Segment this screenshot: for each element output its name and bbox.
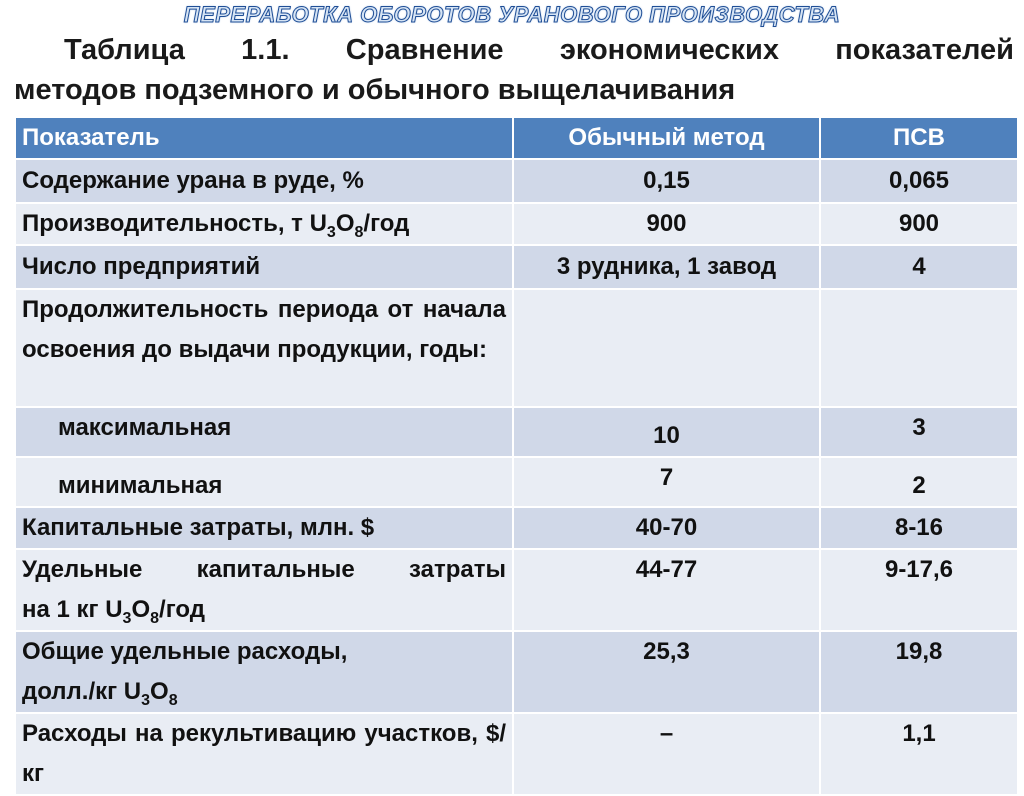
row-label: максимальная <box>15 407 513 457</box>
table-row <box>15 507 1018 549</box>
caption-line-1: Таблица 1.1. Сравнение экономических показателей <box>64 34 1014 66</box>
table-row <box>15 203 1018 245</box>
cell-psv: 4 <box>820 245 1018 289</box>
cell-psv: 0,065 <box>820 159 1018 203</box>
cell-conventional: 0,15 <box>513 159 820 203</box>
presentation-banner: ПЕРЕРАБОТКА ОБОРОТОВ УРАНОВОГО ПРОИЗВОДСТВА <box>183 2 841 27</box>
cell-psv: 900 <box>820 203 1018 245</box>
cell-psv: 19,8 <box>820 631 1018 713</box>
cell-conventional: 900 <box>513 203 820 245</box>
cell-psv: 8-16 <box>820 507 1018 549</box>
comparison-table <box>14 116 1019 796</box>
cell-psv: 3 <box>820 407 1018 457</box>
header-indicator: Показатель <box>15 117 513 159</box>
table-row <box>15 549 1018 631</box>
row-label: минимальная <box>15 457 513 507</box>
cell-psv: 9-17,6 <box>820 549 1018 631</box>
table-row <box>15 245 1018 289</box>
row-label: Расходы на рекультивацию участков, $/кг <box>15 713 513 795</box>
row-label: Удельные капитальные затраты на 1 кг $U_3O_8$/год <box>15 549 513 631</box>
caption-line-2: методов подземного и обычного выщелачивания <box>14 74 736 106</box>
header-psv: ПСВ <box>820 117 1018 159</box>
cell-psv: 1,1 <box>820 713 1018 795</box>
cell-conventional: 44-77 <box>513 549 820 631</box>
table-row <box>15 289 1018 407</box>
table-row <box>15 713 1018 795</box>
header-conventional-method: Обычный метод <box>513 117 820 159</box>
row-label: Число предприятий <box>15 245 513 289</box>
table-row <box>15 407 1018 457</box>
row-label: Содержание урана в руде, % <box>15 159 513 203</box>
row-label: Общие удельные расходы, долл./кг $U_3O_8$ <box>15 631 513 713</box>
table-row <box>15 159 1018 203</box>
cell-psv <box>820 289 1018 407</box>
cell-psv: 2 <box>820 457 1018 507</box>
cell-conventional <box>513 289 820 407</box>
row-label: Продолжительность периода от начала освоения до выдачи продукции, годы: <box>15 289 513 407</box>
cell-conventional: 7 <box>513 457 820 507</box>
cell-conventional: – <box>513 713 820 795</box>
cell-conventional: 3 рудника, 1 завод <box>513 245 820 289</box>
cell-conventional: 40-70 <box>513 507 820 549</box>
cell-conventional: 25,3 <box>513 631 820 713</box>
table-header-row <box>15 117 1018 159</box>
table-row <box>15 457 1018 507</box>
table-row <box>15 631 1018 713</box>
table-caption <box>14 30 1014 110</box>
cell-conventional: 10 <box>513 407 820 457</box>
row-label: Производительность, т $U_3O_8$/год <box>15 203 513 245</box>
row-label: Капитальные затраты, млн. $ <box>15 507 513 549</box>
